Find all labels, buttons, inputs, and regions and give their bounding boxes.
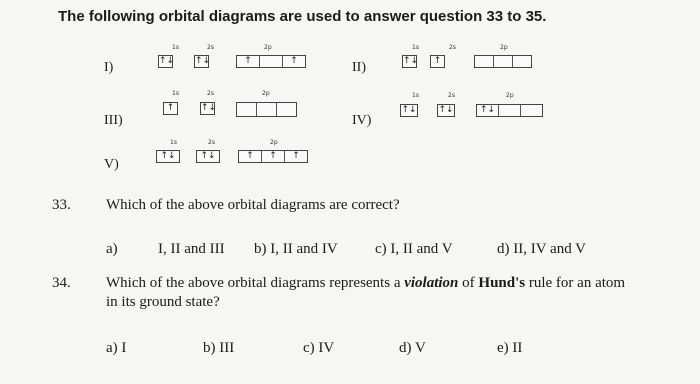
orbital-box-2p [474, 55, 532, 68]
orbital-cell: ↑ [290, 56, 298, 66]
q34-answer-b: b) III [203, 340, 235, 356]
orbital-cell: ↑↓ [438, 105, 454, 115]
orbital-box-2p [236, 102, 297, 117]
q34-text-post: rule for an atom [525, 275, 626, 291]
orbital-cell: ↑ [239, 151, 262, 162]
orbital-box-2s [200, 102, 215, 115]
question-34-text-line1 [106, 275, 625, 292]
q34-answer-c: c) IV [303, 340, 335, 356]
orbital-label-2p: 2p [262, 90, 270, 97]
question-34-text-line2: in its ground state? [106, 294, 220, 310]
orbital-cell [237, 103, 257, 116]
instructions-header: The following orbital diagrams are used to answer question 33 to 35. [58, 8, 547, 25]
orbital-cell [499, 105, 521, 116]
orbital-label-2s: 2s [207, 44, 214, 51]
orbital-label-1s: 1s [412, 44, 419, 51]
orbital-cell: ↑ [237, 56, 260, 67]
orbital-label-2s: 2s [208, 139, 215, 146]
question-33-text: Which of the above orbital diagrams are correct? [106, 197, 400, 213]
orbital-cell: ↑ [166, 103, 175, 113]
orbital-box-2p [236, 55, 306, 68]
q34-answer-e: e) II [497, 340, 523, 356]
diagram-label-V: V) [104, 157, 119, 172]
diagram-label-IV: IV) [352, 113, 372, 128]
q34-text-hunds: Hund's [478, 275, 526, 291]
orbital-label-1s: 1s [412, 92, 419, 99]
orbital-cell [494, 56, 513, 67]
orbital-label-2p: 2p [506, 92, 514, 99]
q33-answer-c: c) I, II and V [375, 241, 453, 257]
orbital-label-1s: 1s [170, 139, 177, 146]
orbital-box-2p [476, 104, 543, 117]
q33-answer-a: I, II and III [158, 241, 225, 257]
orbital-box-1s [402, 55, 417, 68]
diagram-label-III: III) [104, 113, 123, 128]
orbital-cell: ↑↓ [401, 105, 417, 115]
q34-text-mid: of [458, 275, 479, 291]
orbital-box-2s [194, 55, 209, 68]
question-34-number: 34. [52, 275, 71, 291]
orbital-label-2p: 2p [270, 139, 278, 146]
orbital-label-2s: 2s [448, 92, 455, 99]
orbital-box-2s [196, 150, 220, 163]
diagram-label-II: II) [352, 60, 366, 75]
orbital-cell [513, 56, 531, 67]
question-33-number: 33. [52, 197, 71, 213]
orbital-cell: ↑↓ [477, 105, 499, 116]
orbital-box-2p [238, 150, 308, 163]
orbital-label-2p: 2p [500, 44, 508, 51]
diagram-label-I: I) [104, 60, 114, 75]
q34-answer-d: d) V [399, 340, 426, 356]
orbital-cell [257, 103, 277, 116]
orbital-box-1s [156, 150, 180, 163]
orbital-box-1s [158, 55, 173, 68]
q33-answer-d: d) II, IV and V [497, 241, 587, 257]
orbital-cell: ↑ [433, 56, 442, 66]
orbital-cell: ↑↓ [403, 56, 419, 66]
orbital-label-2s: 2s [449, 44, 456, 51]
orbital-box-1s [400, 104, 418, 117]
orbital-label-2p: 2p [264, 44, 272, 51]
orbital-cell: ↑ [262, 151, 285, 162]
orbital-cell [260, 56, 283, 67]
q33-answer-b: b) I, II and IV [254, 241, 338, 257]
orbital-label-1s: 1s [172, 90, 179, 97]
orbital-label-1s: 1s [172, 44, 179, 51]
orbital-cell [475, 56, 494, 67]
orbital-box-1s [163, 102, 178, 115]
orbital-cell: ↑↓ [201, 103, 217, 113]
orbital-cell [277, 103, 296, 116]
q34-answer-a: a) I [106, 340, 127, 356]
orbital-cell [521, 105, 542, 116]
q34-text-pre: Which of the above orbital diagrams represents a [106, 275, 405, 291]
orbital-cell: ↑↓ [195, 56, 211, 66]
orbital-cell: ↑↓ [159, 56, 175, 66]
q33-answer-a-letter: a) [106, 241, 118, 257]
orbital-cell: ↑↓ [160, 151, 176, 161]
orbital-box-2s [430, 55, 445, 68]
orbital-label-2s: 2s [207, 90, 214, 97]
orbital-box-2s [437, 104, 455, 117]
orbital-cell: ↑ [292, 151, 300, 161]
orbital-cell: ↑↓ [200, 151, 216, 161]
q34-text-violation: violation [404, 275, 459, 291]
